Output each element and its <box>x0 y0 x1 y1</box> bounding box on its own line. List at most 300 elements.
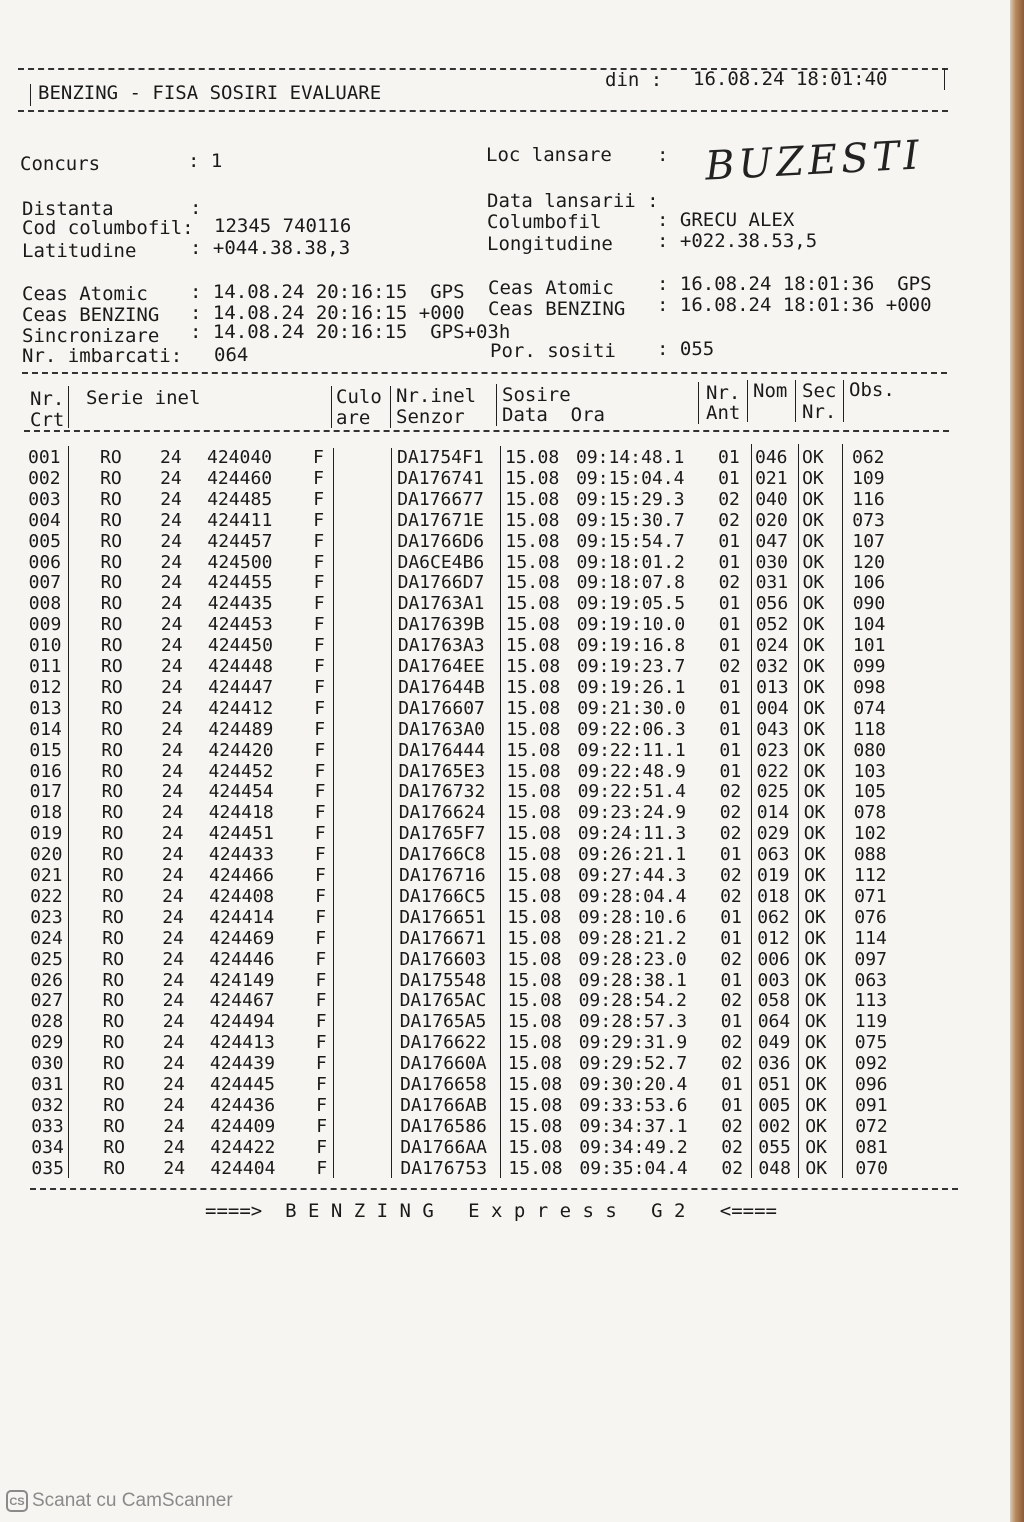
cell-sec: OK <box>805 1115 827 1137</box>
cell-sex: F <box>314 781 326 803</box>
cell-date: 15.08 <box>505 467 560 489</box>
cell-sec: OK <box>802 488 824 510</box>
cell-nr-ant: 01 <box>718 551 741 573</box>
imbarcati-label: Nr. imbarcati: <box>22 345 183 367</box>
cell-year: 24 <box>161 718 183 740</box>
cell-nr-crt: 032 <box>31 1094 64 1116</box>
cell-sensor: DA1765AC <box>399 990 487 1012</box>
cell-time: 09:29:52.7 <box>578 1053 688 1075</box>
cell-sec: OK <box>805 1136 827 1158</box>
cell-sec: OK <box>803 739 826 761</box>
cell-sec: OK <box>804 990 827 1012</box>
cell-year: 24 <box>162 885 184 907</box>
cell-country: RO <box>100 447 122 468</box>
cell-sensor: DA176622 <box>399 1032 487 1054</box>
cell-obs: 114 <box>854 927 887 949</box>
table-row <box>1 677 1001 698</box>
cell-country: RO <box>102 990 125 1012</box>
cell-obs: 073 <box>852 509 885 531</box>
cell-country: RO <box>100 467 122 489</box>
cell-nr-crt: 025 <box>30 948 63 970</box>
cell-nr-crt: 003 <box>28 488 61 510</box>
col-serie-inel: Serie inel <box>86 387 201 409</box>
cell-year: 24 <box>162 906 184 928</box>
cell-country: RO <box>101 823 124 845</box>
longitudine-label: Longitudine <box>487 233 613 255</box>
cell-obs: 063 <box>854 969 888 991</box>
cell-nom: 012 <box>757 927 790 949</box>
cell-sensor: DA176444 <box>398 739 486 761</box>
cell-obs: 062 <box>852 447 885 468</box>
cell-time: 09:22:11.1 <box>577 739 686 761</box>
cell-nr-crt: 028 <box>30 1011 64 1033</box>
cell-sec: OK <box>802 530 825 552</box>
cell-time: 09:18:01.2 <box>576 551 685 573</box>
cell-sec: OK <box>804 969 827 991</box>
table-row <box>3 990 1003 1011</box>
table-row <box>3 1158 1003 1179</box>
cell-nom: 014 <box>756 802 790 824</box>
cell-obs: 081 <box>855 1136 888 1158</box>
cell-country: RO <box>103 1136 125 1158</box>
cell-nr-crt: 010 <box>28 635 62 657</box>
cell-year: 24 <box>162 1053 185 1075</box>
data-lansarii-label: Data lansarii : <box>487 190 659 212</box>
cell-sec: OK <box>805 1157 828 1179</box>
concurs-value: : 1 <box>188 150 223 172</box>
sincronizare-label: Sincronizare <box>22 325 160 347</box>
camscanner-icon: CS <box>6 1490 28 1512</box>
cell-sensor: DA1763A3 <box>397 635 485 657</box>
table-row <box>2 781 1002 802</box>
table-row <box>2 761 1002 782</box>
cell-sex: F <box>313 530 325 552</box>
cell-nom: 058 <box>757 990 791 1012</box>
cell-nr-crt: 011 <box>29 656 62 677</box>
cell-sex: F <box>313 509 325 531</box>
din-label: din : <box>605 69 663 91</box>
cell-date: 15.08 <box>505 572 560 594</box>
cell-date: 15.08 <box>505 447 560 468</box>
report-title: BENZING - FISA SOSIRI EVALUARE <box>38 82 382 104</box>
cell-country: RO <box>100 530 123 552</box>
cell-nom: 006 <box>757 948 790 970</box>
table-row <box>1 698 1001 719</box>
cell-sex: F <box>314 802 326 824</box>
col-culoare-2: are <box>336 407 371 429</box>
cell-sex: F <box>315 1011 327 1033</box>
cell-sec: OK <box>804 885 826 907</box>
cell-nr-crt: 023 <box>30 906 63 928</box>
cell-date: 15.08 <box>505 614 560 636</box>
cell-nr-crt: 016 <box>29 760 63 782</box>
cell-nr-crt: 034 <box>31 1136 64 1158</box>
cell-sex: F <box>315 927 327 949</box>
cell-time: 09:18:07.8 <box>576 572 685 594</box>
cell-year: 24 <box>162 927 184 949</box>
cell-date: 15.08 <box>506 718 561 740</box>
cell-nom: 005 <box>758 1094 791 1116</box>
cell-sex: F <box>313 593 325 615</box>
cell-obs: 120 <box>852 551 886 573</box>
cell-year: 24 <box>161 697 183 719</box>
cell-year: 24 <box>163 1074 185 1095</box>
cell-country: RO <box>101 697 123 719</box>
cell-sensor: DA176658 <box>400 1074 487 1095</box>
col-sep-7 <box>795 380 796 422</box>
loc-lansare-handwritten: BUZESTI <box>703 132 925 190</box>
cell-sec: OK <box>802 551 825 573</box>
cell-sensor: DA176716 <box>399 865 486 886</box>
cell-nr-crt: 004 <box>28 509 61 531</box>
cell-sensor: DA1766AA <box>400 1136 488 1158</box>
ceas-atomic-left-label: Ceas Atomic <box>22 283 148 305</box>
cell-date: 15.08 <box>505 551 560 573</box>
cell-obs: 105 <box>853 781 887 803</box>
cell-ring-number: 424411 <box>207 509 273 531</box>
cell-ring-number: 424467 <box>209 990 275 1012</box>
table-row <box>3 1053 1003 1074</box>
cell-sec: OK <box>803 802 826 824</box>
cell-obs: 096 <box>855 1074 888 1095</box>
body-sep-6 <box>751 444 752 1178</box>
cell-time: 09:19:05.5 <box>576 593 686 615</box>
cell-nom: 023 <box>756 739 789 761</box>
cell-nr-crt: 013 <box>29 697 62 719</box>
cell-nr-ant: 01 <box>718 530 741 552</box>
cell-sex: F <box>315 906 327 928</box>
longitudine-value: : +022.38.53,5 <box>657 230 818 252</box>
cell-sensor: DA1765A5 <box>399 1011 487 1033</box>
cell-ring-number: 424494 <box>209 1011 275 1033</box>
cell-nr-ant: 02 <box>719 781 742 803</box>
cell-nr-ant: 01 <box>718 447 740 468</box>
cell-date: 15.08 <box>506 656 561 677</box>
cell-nom: 036 <box>757 1053 791 1075</box>
cell-time: 09:19:23.7 <box>577 656 686 677</box>
page-edge-shadow <box>1010 0 1024 1522</box>
cell-country: RO <box>101 739 124 761</box>
cell-sensor: DA176677 <box>397 488 484 510</box>
cell-sensor: DA176586 <box>400 1115 487 1137</box>
table-row <box>2 928 1002 949</box>
cell-sec: OK <box>802 593 825 615</box>
cell-country: RO <box>102 885 124 907</box>
cell-nom: 049 <box>757 1032 791 1054</box>
cell-sex: F <box>316 1136 328 1158</box>
camscanner-watermark <box>6 1490 233 1512</box>
cell-nr-crt: 017 <box>29 781 63 803</box>
cell-ring-number: 424454 <box>208 781 274 803</box>
cell-ring-number: 424445 <box>210 1074 276 1095</box>
cell-sex: F <box>313 551 325 573</box>
cell-time: 09:14:48.1 <box>576 447 685 468</box>
cell-nr-crt: 002 <box>28 467 61 489</box>
cell-date: 15.08 <box>506 781 561 803</box>
cell-date: 15.08 <box>505 635 561 657</box>
cell-time: 09:23:24.9 <box>577 802 687 824</box>
cell-sensor: DA1754F1 <box>397 447 484 468</box>
cell-ring-number: 424404 <box>210 1157 276 1179</box>
cell-nom: 040 <box>755 488 788 510</box>
cell-sec: OK <box>804 1011 827 1033</box>
cell-country: RO <box>100 551 123 573</box>
cell-nr-ant: 02 <box>720 1032 743 1054</box>
cell-date: 15.08 <box>508 1094 563 1116</box>
cell-ring-number: 424469 <box>209 927 275 949</box>
cell-nom: 043 <box>756 718 789 740</box>
cell-obs: 075 <box>854 1032 888 1054</box>
table-row <box>3 970 1003 991</box>
body-sep-8 <box>842 444 843 1178</box>
cell-sex: F <box>314 823 326 845</box>
cell-obs: 071 <box>854 885 887 907</box>
cell-nr-ant: 02 <box>720 885 742 907</box>
cell-year: 24 <box>160 467 182 489</box>
cell-date: 15.08 <box>508 1136 563 1158</box>
distanta-colon: : <box>190 197 202 219</box>
cell-country: RO <box>101 718 123 740</box>
cell-ring-number: 424409 <box>210 1115 276 1137</box>
body-sep-1 <box>68 446 69 1178</box>
cell-date: 15.08 <box>505 530 560 552</box>
cell-nom: 055 <box>758 1136 791 1158</box>
cell-nr-crt: 022 <box>30 885 63 907</box>
cell-year: 24 <box>160 488 182 510</box>
cell-sensor: DA175548 <box>399 969 487 991</box>
col-sosire-2: Data Ora <box>502 404 605 426</box>
cell-date: 15.08 <box>507 865 562 886</box>
cell-year: 24 <box>160 447 182 468</box>
cell-sex: F <box>314 760 326 782</box>
cell-sex: F <box>313 572 325 594</box>
cell-obs: 104 <box>852 614 886 636</box>
cell-sensor: DA1766D6 <box>397 530 485 552</box>
cell-nr-crt: 030 <box>30 1053 64 1075</box>
table-row <box>3 1116 1003 1137</box>
cell-year: 24 <box>161 823 184 845</box>
cell-country: RO <box>102 1053 125 1075</box>
cell-country: RO <box>103 1094 125 1116</box>
cell-nr-ant: 01 <box>719 844 742 866</box>
cell-sex: F <box>315 1032 327 1054</box>
cell-sec: OK <box>803 656 825 677</box>
cell-time: 09:28:57.3 <box>578 1011 688 1033</box>
cell-country: RO <box>102 1032 125 1054</box>
cell-nr-crt: 015 <box>29 739 62 761</box>
cell-year: 24 <box>163 1157 186 1179</box>
cell-obs: 102 <box>853 823 887 845</box>
cell-nom: 031 <box>755 572 789 594</box>
cell-nr-crt: 018 <box>29 802 63 824</box>
cell-nr-crt: 008 <box>28 593 62 615</box>
cell-nr-ant: 02 <box>719 823 742 845</box>
cell-nr-ant: 01 <box>720 927 742 949</box>
cell-obs: 074 <box>853 697 886 719</box>
cell-country: RO <box>101 656 123 677</box>
ceas-benzing-right-value: : 16.08.24 18:01:36 +000 <box>657 294 932 316</box>
cell-obs: 106 <box>852 572 886 594</box>
cell-time: 09:26:21.1 <box>577 844 687 866</box>
cell-year: 24 <box>163 1136 185 1158</box>
cell-date: 15.08 <box>507 948 562 970</box>
table-row <box>2 823 1002 844</box>
col-culoare-1: Culo <box>336 386 382 408</box>
cell-time: 09:28:21.2 <box>578 927 687 949</box>
col-nr-ant-1: Nr. <box>706 382 741 404</box>
cell-sec: OK <box>803 760 826 782</box>
cell-sex: F <box>315 1053 327 1075</box>
table-row <box>1 740 1001 761</box>
cell-nom: 024 <box>755 635 789 657</box>
concurs-label: Concurs <box>20 153 101 175</box>
cell-nom: 021 <box>755 467 788 489</box>
cell-time: 09:28:10.6 <box>578 906 687 928</box>
cell-sex: F <box>313 614 325 636</box>
cell-sensor: DA1766C8 <box>398 844 486 866</box>
cell-nr-ant: 02 <box>721 1157 744 1179</box>
cell-country: RO <box>103 1157 126 1179</box>
cell-ring-number: 424435 <box>207 593 273 615</box>
table-top-rule <box>22 372 947 374</box>
cell-nr-ant: 01 <box>719 718 741 740</box>
col-sep-5 <box>698 382 699 424</box>
cell-sensor: DA176753 <box>400 1157 488 1179</box>
cell-nr-ant: 01 <box>718 614 741 636</box>
cell-sensor: DA176671 <box>399 927 487 949</box>
cell-date: 15.08 <box>506 844 562 866</box>
cell-country: RO <box>101 802 124 824</box>
ceas-atomic-left-value: : 14.08.24 20:16:15 GPS <box>190 281 465 303</box>
cell-sex: F <box>313 488 325 510</box>
cell-year: 24 <box>162 1011 185 1033</box>
col-sep-2 <box>331 386 332 428</box>
cell-nom: 022 <box>756 760 790 782</box>
cell-date: 15.08 <box>506 802 561 824</box>
cell-date: 15.08 <box>507 990 562 1012</box>
cell-time: 09:15:29.3 <box>576 488 685 510</box>
cell-ring-number: 424460 <box>207 467 273 489</box>
cell-nom: 046 <box>755 447 788 468</box>
cell-sensor: DA176607 <box>398 697 485 719</box>
cell-time: 09:28:54.2 <box>578 990 687 1012</box>
cell-time: 09:24:11.3 <box>577 823 687 845</box>
cell-sec: OK <box>804 927 826 949</box>
cell-ring-number: 424466 <box>209 865 275 886</box>
cell-sensor: DA6CE4B6 <box>397 551 485 573</box>
cell-ring-number: 424446 <box>209 948 275 970</box>
report-datetime: 16.08.24 18:01:40 <box>693 68 888 90</box>
cell-time: 09:22:51.4 <box>577 781 686 803</box>
cell-obs: 119 <box>854 1011 888 1033</box>
cell-date: 15.08 <box>505 509 560 531</box>
cell-nr-ant: 02 <box>718 488 740 510</box>
cell-date: 15.08 <box>506 823 561 845</box>
cell-date: 15.08 <box>506 676 561 698</box>
cell-sensor: DA17660A <box>399 1053 487 1075</box>
cell-sensor: DA17644B <box>398 676 485 698</box>
cell-obs: 078 <box>853 802 887 824</box>
cell-sex: F <box>316 1094 327 1116</box>
cell-sex: F <box>313 447 324 468</box>
cell-ring-number: 424448 <box>208 656 274 677</box>
cell-ring-number: 424500 <box>207 551 273 573</box>
cell-sec: OK <box>803 676 825 698</box>
cell-year: 24 <box>160 530 183 552</box>
cell-sex: F <box>316 1115 328 1137</box>
cell-sensor: DA1766C5 <box>399 885 486 907</box>
cell-time: 09:34:49.2 <box>579 1136 688 1158</box>
cell-nom: 062 <box>757 906 790 928</box>
cell-nom: 018 <box>757 885 790 907</box>
cell-nr-crt: 033 <box>31 1115 64 1137</box>
cell-nr-ant: 02 <box>718 572 741 594</box>
col-sep-4 <box>496 384 497 426</box>
cell-time: 09:15:54.7 <box>576 530 685 552</box>
header-left-bar <box>30 84 31 106</box>
cod-columbofil-value: 12345 740116 <box>214 215 352 237</box>
cell-country: RO <box>102 865 124 886</box>
columbofil-label: Columbofil <box>487 211 602 233</box>
header-bottom-rule <box>18 110 948 112</box>
table-row <box>1 656 1001 677</box>
cell-nr-ant: 01 <box>719 760 742 782</box>
cell-nr-ant: 01 <box>720 906 742 928</box>
cell-date: 15.08 <box>505 593 560 615</box>
cell-date: 15.08 <box>507 1011 562 1033</box>
cell-obs: 090 <box>852 593 886 615</box>
sositi-label: Por. sositi <box>490 340 616 362</box>
cell-nr-ant: 01 <box>719 697 741 719</box>
cell-obs: 112 <box>854 865 887 886</box>
table-header-rule <box>24 430 949 432</box>
cell-ring-number: 424452 <box>208 760 274 782</box>
cell-year: 24 <box>161 802 184 824</box>
cell-nr-crt: 024 <box>30 927 63 949</box>
cell-nr-ant: 02 <box>720 990 743 1012</box>
cell-country: RO <box>103 1115 125 1137</box>
col-nr-inel-2: Senzor <box>396 406 465 428</box>
cell-obs: 088 <box>853 844 887 866</box>
cell-obs: 097 <box>854 948 887 970</box>
cell-country: RO <box>101 844 124 866</box>
cell-year: 24 <box>161 656 183 677</box>
cell-sensor: DA176651 <box>399 906 486 928</box>
cell-nom: 003 <box>757 969 791 991</box>
body-sep-3 <box>391 448 392 1178</box>
sositi-value: : 055 <box>657 338 715 360</box>
cell-ring-number: 424436 <box>210 1094 276 1116</box>
cell-time: 09:34:37.1 <box>579 1115 688 1137</box>
cell-year: 24 <box>162 969 185 991</box>
imbarcati-value: 064 <box>214 344 249 366</box>
ceas-benzing-left-value: : 14.08.24 20:16:15 +000 <box>190 302 465 324</box>
cell-nom: 020 <box>755 509 788 531</box>
columbofil-value: : GRECU ALEX <box>657 209 795 231</box>
cell-year: 24 <box>163 1094 185 1116</box>
cell-sensor: DA176732 <box>398 781 486 803</box>
col-nr-crt-1: Nr. <box>30 388 65 410</box>
cell-date: 15.08 <box>507 927 562 949</box>
cell-sex: F <box>316 1074 327 1095</box>
cell-nom: 025 <box>756 781 790 803</box>
cell-date: 15.08 <box>508 1157 563 1179</box>
cell-date: 15.08 <box>507 906 562 928</box>
cell-sec: OK <box>803 823 826 845</box>
cell-country: RO <box>100 488 122 510</box>
cell-sex: F <box>314 697 326 719</box>
table-row <box>3 1137 1003 1158</box>
